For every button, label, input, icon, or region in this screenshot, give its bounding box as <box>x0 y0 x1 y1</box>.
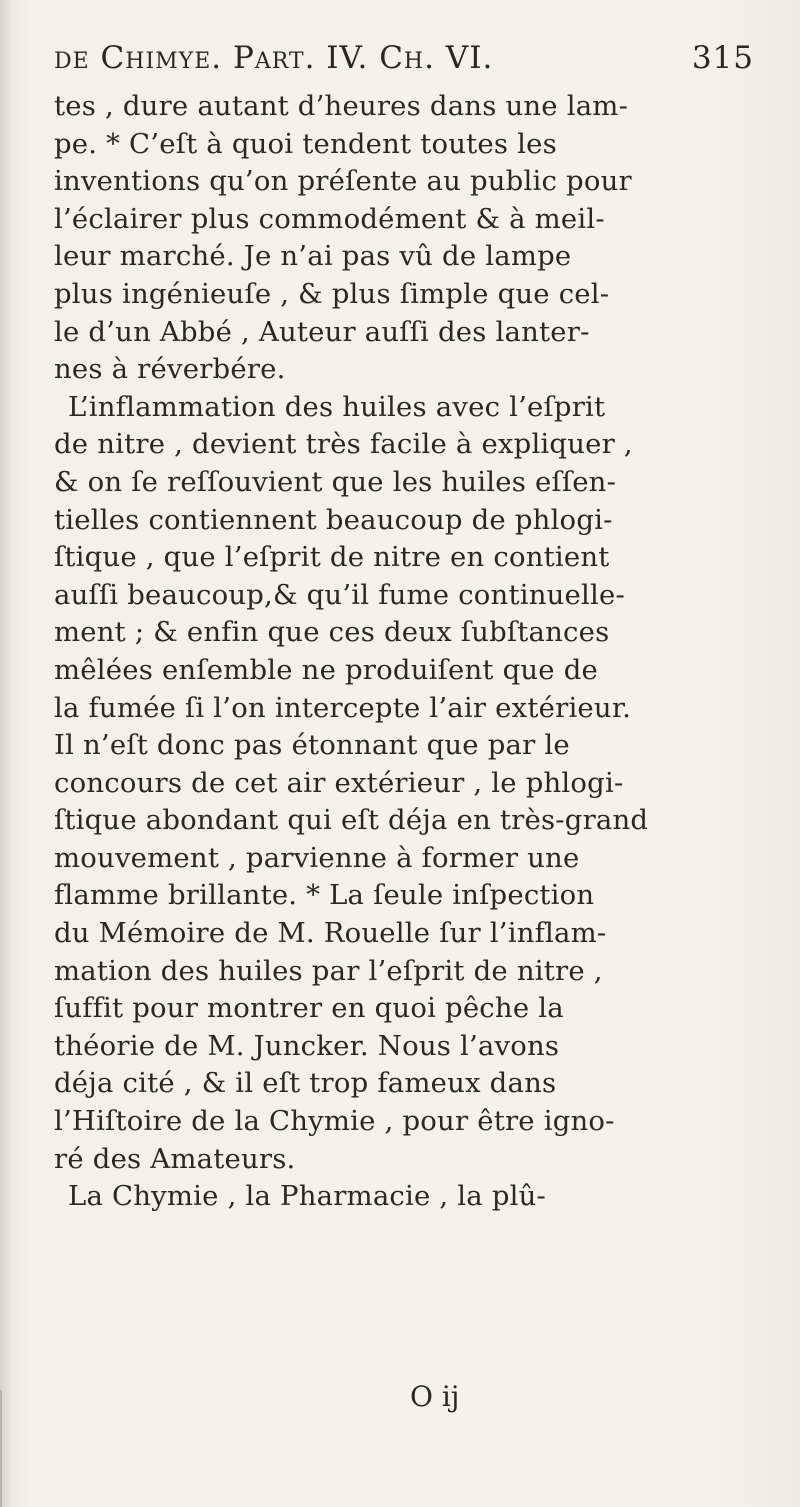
page-gutter-shadow <box>0 0 12 1507</box>
text-line: mouvement , parvienne à former une <box>54 841 580 874</box>
text-line: ſtique abondant qui eſt déja en très-grand <box>54 804 649 837</box>
text-line: tielles contiennent beaucoup de phlogi- <box>54 503 613 536</box>
text-line: l’éclairer plus commodément & à meil- <box>54 202 605 235</box>
text-line: déja cité , & il eſt trop fameux dans <box>54 1067 557 1100</box>
text-line: théorie de M. Juncker. Nous l’avons <box>54 1029 560 1062</box>
signature-mark: O ij <box>410 1380 460 1413</box>
text-line: auſſi beaucoup,& qu’il fume continuelle- <box>54 578 625 611</box>
text-line: ré des Amateurs. <box>54 1142 296 1175</box>
text-line: pe. * C’eſt à quoi tendent toutes les <box>54 127 557 160</box>
text-line: mêlées enſemble ne produiſent que de <box>54 653 598 686</box>
text-line: ſtique , que l’eſprit de nitre en contient <box>54 541 610 574</box>
text-line: l’Hiſtoire de la Chymie , pour être igno- <box>54 1105 615 1138</box>
page-number: 315 <box>691 40 754 76</box>
running-head-title: de Chimye. Part. IV. Ch. VI. <box>54 40 494 76</box>
text-line: du Mémoire de M. Rouelle ſur l’inflam- <box>54 917 607 950</box>
text-line: inventions qu’on préſente au public pour <box>54 165 632 198</box>
text-line: le d’un Abbé , Auteur auſſi des lanter- <box>54 315 590 348</box>
text-line: nes à réverbére. <box>54 353 286 386</box>
paragraph-start-line: La Chymie , la Pharmacie , la plû- <box>68 1180 547 1213</box>
text-line: & on ſe reſſouvient que les huiles eſſen- <box>54 465 617 498</box>
text-line: la fumée ſi l’on intercepte l’air extérieur. <box>54 691 632 724</box>
text-line: de nitre , devient très facile à expliquer , <box>54 428 633 461</box>
text-line: ment ; & enfin que ces deux ſubſtances <box>54 616 610 649</box>
text-line: concours de cet air extérieur , le phlogi- <box>54 766 624 799</box>
text-line: plus ingénieuſe , & plus ſimple que cel- <box>54 277 610 310</box>
paragraph-start-line: L’inflammation des huiles avec l’eſprit <box>68 390 606 423</box>
text-line: flamme brillante. * La ſeule inſpection <box>54 879 595 912</box>
text-line: ſuffit pour montrer en quoi pêche la <box>54 992 564 1025</box>
page-edge-shadow <box>0 1390 2 1507</box>
text-line: tes , dure autant d’heures dans une lam- <box>54 90 629 122</box>
text-line: leur marché. Je n’ai pas vû de lampe <box>54 240 572 273</box>
body-text <box>54 88 794 1216</box>
text-line: Il n’eſt donc pas étonnant que par le <box>54 729 570 762</box>
text-line: mation des huiles par l’eſprit de nitre , <box>54 954 603 987</box>
running-head <box>54 40 754 90</box>
